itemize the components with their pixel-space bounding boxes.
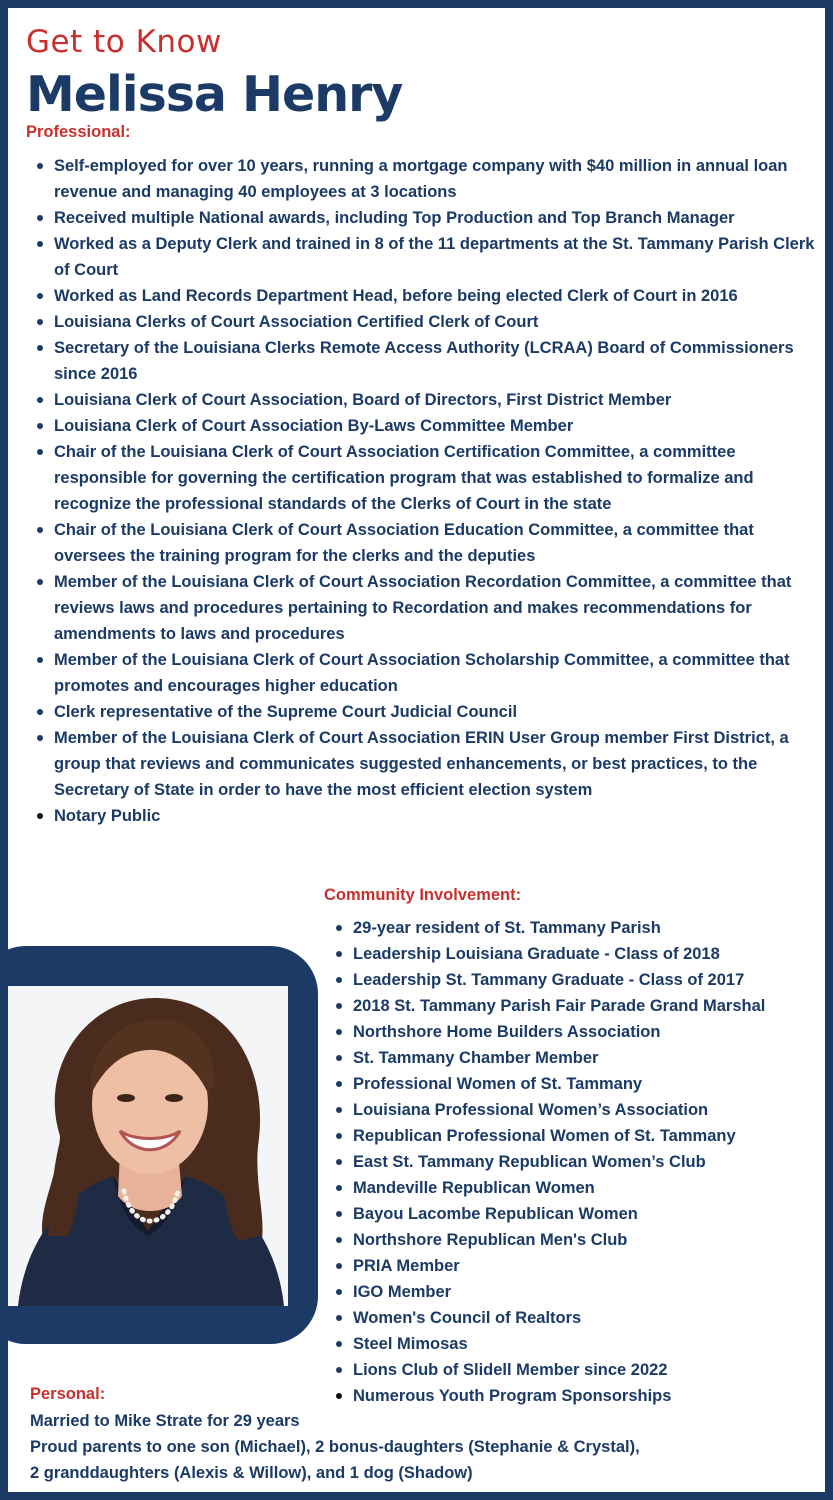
- list-item: Northshore Home Builders Association: [325, 1019, 825, 1045]
- list-item: Secretary of the Louisiana Clerks Remote Access Authority (LCRAA) Board of Commissioners since 2016: [26, 335, 821, 387]
- profile-card: [8, 8, 825, 1492]
- list-item: Member of the Louisiana Clerk of Court Association Recordation Committee, a committee that reviews laws and procedures pertaining to Recordation and makes recommendations for amendments to laws and procedures: [26, 569, 821, 647]
- list-item: Republican Professional Women of St. Tammany: [325, 1123, 825, 1149]
- kicker-title: Get to Know: [26, 24, 222, 60]
- personal-line: 2 granddaughters (Alexis & Willow), and 1 dog (Shadow): [30, 1464, 473, 1482]
- list-item: St. Tammany Chamber Member: [325, 1045, 825, 1071]
- personal-details: [30, 1408, 820, 1486]
- list-item: Leadership St. Tammany Graduate - Class of 2017: [325, 967, 825, 993]
- list-item: PRIA Member: [325, 1253, 825, 1279]
- personal-line: Proud parents to one son (Michael), 2 bonus-daughters (Stephanie & Crystal),: [30, 1438, 640, 1456]
- personal-heading: Personal:: [30, 1385, 106, 1403]
- list-item: Clerk representative of the Supreme Court Judicial Council: [26, 699, 821, 725]
- community-list: [325, 915, 825, 1409]
- list-item: 2018 St. Tammany Parish Fair Parade Grand Marshal: [325, 993, 825, 1019]
- list-item: Self-employed for over 10 years, running a mortgage company with $40 million in annual loan revenue and managing 40 employees at 3 locations: [26, 153, 821, 205]
- list-item: Louisiana Professional Women’s Association: [325, 1097, 825, 1123]
- portrait-photo: [8, 986, 288, 1306]
- list-item: Louisiana Clerk of Court Association By-Laws Committee Member: [26, 413, 821, 439]
- list-item: Bayou Lacombe Republican Women: [325, 1201, 825, 1227]
- list-item: 29-year resident of St. Tammany Parish: [325, 915, 825, 941]
- list-item: Member of the Louisiana Clerk of Court Association Scholarship Committee, a committee that promotes and encourages higher education: [26, 647, 821, 699]
- portrait-illustration: [8, 986, 288, 1306]
- community-heading: Community Involvement:: [324, 886, 522, 904]
- list-item: Northshore Republican Men's Club: [325, 1227, 825, 1253]
- list-item: Mandeville Republican Women: [325, 1175, 825, 1201]
- list-item: Steel Mimosas: [325, 1331, 825, 1357]
- list-item: Women's Council of Realtors: [325, 1305, 825, 1331]
- professional-list: [26, 153, 821, 829]
- list-item: Received multiple National awards, including Top Production and Top Branch Manager: [26, 205, 821, 231]
- list-item: Louisiana Clerks of Court Association Certified Clerk of Court: [26, 309, 821, 335]
- list-item: Worked as Land Records Department Head, before being elected Clerk of Court in 2016: [26, 283, 821, 309]
- list-item: Chair of the Louisiana Clerk of Court Association Certification Committee, a committee responsible for governing the certification program that was established to formalize and recognize the professional standards of the Clerks of Court in the state: [26, 439, 821, 517]
- list-item: Professional Women of St. Tammany: [325, 1071, 825, 1097]
- list-item: Numerous Youth Program Sponsorships: [325, 1383, 825, 1409]
- candidate-name: Melissa Henry: [26, 66, 403, 123]
- list-item: Notary Public: [26, 803, 821, 829]
- list-item: Leadership Louisiana Graduate - Class of 2018: [325, 941, 825, 967]
- list-item: East St. Tammany Republican Women’s Club: [325, 1149, 825, 1175]
- list-item: Member of the Louisiana Clerk of Court Association ERIN User Group member First District, a group that reviews and communicates suggested enhancements, or best practices, to the Secretary of State in order to have the most efficient election system: [26, 725, 821, 803]
- professional-heading: Professional:: [26, 123, 131, 141]
- list-item: Louisiana Clerk of Court Association, Board of Directors, First District Member: [26, 387, 821, 413]
- list-item: Worked as a Deputy Clerk and trained in 8 of the 11 departments at the St. Tammany Parish Clerk of Court: [26, 231, 821, 283]
- list-item: Chair of the Louisiana Clerk of Court Association Education Committee, a committee that oversees the training program for the clerks and the deputies: [26, 517, 821, 569]
- personal-line: Married to Mike Strate for 29 years: [30, 1412, 300, 1430]
- list-item: IGO Member: [325, 1279, 825, 1305]
- list-item: Lions Club of Slidell Member since 2022: [325, 1357, 825, 1383]
